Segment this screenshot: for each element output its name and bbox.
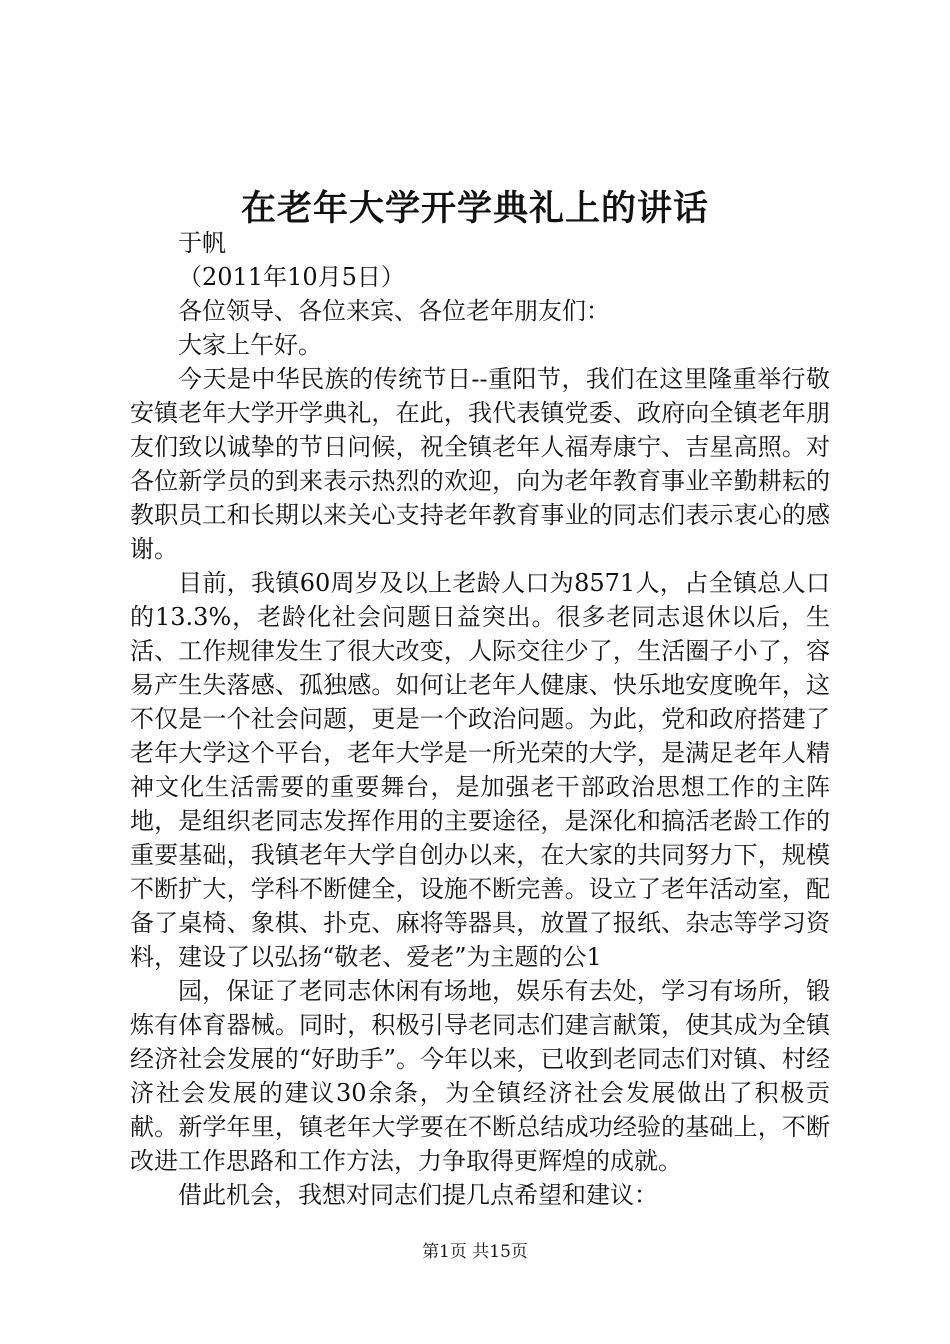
paragraph: 借此机会，我想对同志们提几点希望和建议： bbox=[178, 1181, 658, 1209]
document-body bbox=[130, 226, 830, 1212]
paragraph: 今天是中华民族的传统节日--重阳节，我们在这里隆重举行敬安镇老年大学开学典礼，在此，我代表镇党委、政府向全镇老年朋友们致以诚挚的节日问候，祝全镇老年人福寿康宁、吉星高照。对各位新学员的到来表示热烈的欢迎，向为老年教育事业辛勤耕耘的教职员工和长期以来关心支持老年教育事业的同志们表示衷心的感谢。 bbox=[130, 365, 830, 563]
greeting: 大家上午好。 bbox=[178, 331, 322, 359]
salutation: 各位领导、各位来宾、各位老年朋友们： bbox=[178, 297, 610, 325]
paragraph: 目前，我镇60周岁及以上老龄人口为8571人，占全镇总人口的13.3%，老龄化社会问题日益突出。很多老同志退休以后，生活、工作规律发生了很大改变，人际交往少了，生活圈子小了，容易产生失落感、孤独感。如何让老年人健康、快乐地安度晚年，这不仅是一个社会问题，更是一个政治问题。为此，党和政府搭建了老年大学这个平台，老年大学是一所光荣的大学，是满足老年人精神文化生活需要的重要舞台，是加强老干部政治思想工作的主阵地，是组织老同志发挥作用的主要途径，是深化和搞活老龄工作的重要基础，我镇老年大学自创办以来，在大家的共同努力下，规模不断扩大，学科不断健全，设施不断完善。设立了老年活动室，配备了桌椅、象棋、扑克、麻将等器具，放置了报纸、杂志等学习资料，建设了以弘扬“敬老、爱老”为主题的公1 bbox=[130, 569, 830, 971]
document-title: 在老年大学开学典礼上的讲话 bbox=[240, 188, 709, 229]
author-line: 于帆 bbox=[178, 229, 226, 257]
page-number-footer: 第1页 共15页 bbox=[422, 1242, 528, 1262]
date-line: （2011年10月5日） bbox=[178, 263, 405, 291]
paragraph: 园，保证了老同志休闲有场地，娱乐有去处，学习有场所，锻炼有体育器械。同时，积极引导老同志们建言献策，使其成为全镇经济社会发展的“好助手”。今年以来，已收到老同志们对镇、村经济社会发展的建议30余条，为全镇经济社会发展做出了积极贡献。新学年里，镇老年大学要在不断总结成功经验的基础上，不断改进工作思路和工作方法，力争取得更辉煌的成就。 bbox=[130, 977, 830, 1175]
